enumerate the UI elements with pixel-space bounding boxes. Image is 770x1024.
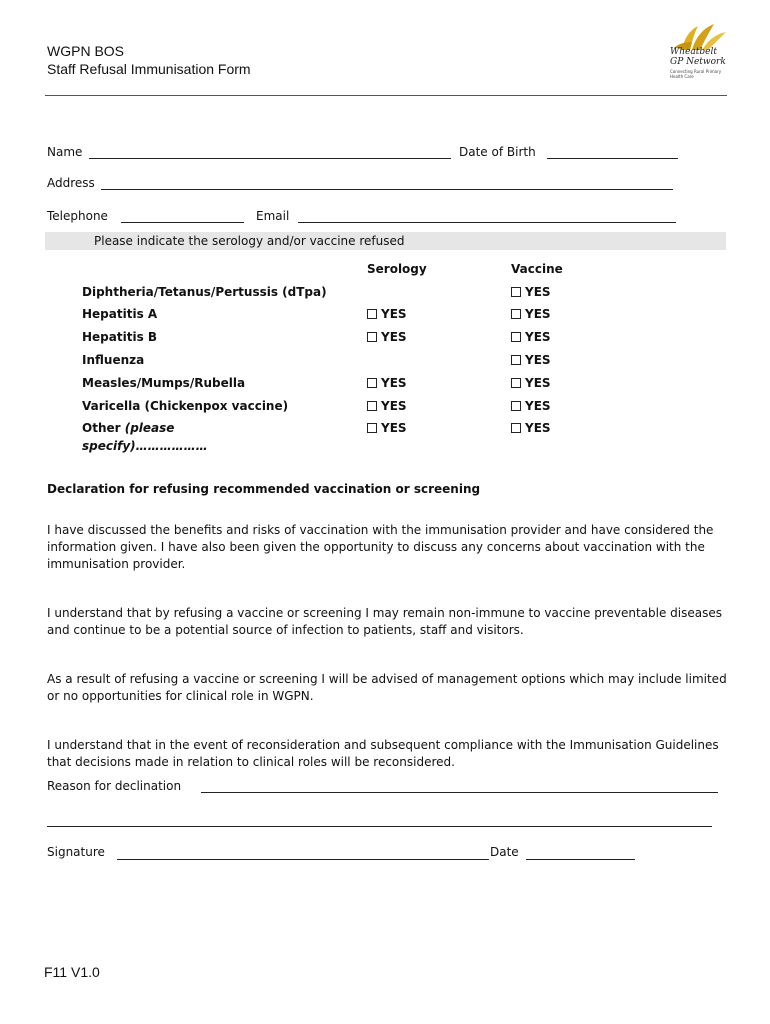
email-field[interactable] bbox=[298, 222, 676, 223]
serology-yes-checkbox[interactable]: YES bbox=[367, 376, 407, 390]
serology-yes-checkbox[interactable]: YES bbox=[367, 307, 407, 321]
vaccine-name: Diphtheria/Tetanus/Pertussis (dTpa) bbox=[82, 285, 327, 299]
checkbox-icon bbox=[511, 401, 521, 411]
col-vaccine: Vaccine bbox=[511, 262, 563, 276]
vaccine-yes-checkbox[interactable]: YES bbox=[511, 285, 551, 299]
vaccine-name: Hepatitis B bbox=[82, 330, 158, 344]
logo-text-line2: GP Network bbox=[670, 57, 726, 67]
checkbox-icon bbox=[367, 423, 377, 433]
declaration-paragraph-1: I have discussed the benefits and risks of vaccination with the immunisation provider and have considered the information given. I have also been given the opportunity to discuss any concerns about vaccination with the immunisation provider. bbox=[47, 523, 714, 571]
checkbox-icon bbox=[511, 287, 521, 297]
other-specify-field[interactable]: specify)……………… bbox=[82, 439, 208, 453]
date-label: Date bbox=[490, 845, 519, 859]
telephone-field[interactable] bbox=[121, 222, 244, 223]
reason-field-line2[interactable] bbox=[47, 826, 712, 827]
checkbox-icon bbox=[511, 332, 521, 342]
telephone-label: Telephone bbox=[47, 209, 108, 223]
serology-yes-checkbox[interactable]: YES bbox=[367, 421, 407, 435]
address-field[interactable] bbox=[101, 189, 673, 190]
email-label: Email bbox=[256, 209, 290, 223]
declaration-paragraph-2: I understand that by refusing a vaccine or screening I may remain non-immune to vaccine preventable diseases and continue to be a potential source of infection to patients, staff and visitors. bbox=[47, 606, 722, 637]
form-title: Staff Refusal Immunisation Form bbox=[47, 61, 251, 77]
vaccine-yes-checkbox[interactable]: YES bbox=[511, 421, 551, 435]
vaccine-name: Varicella (Chickenpox vaccine) bbox=[82, 399, 289, 413]
vaccine-name-other: Other (please bbox=[82, 421, 175, 435]
logo-text-line1: Wheatbelt bbox=[670, 47, 717, 57]
checkbox-icon bbox=[367, 401, 377, 411]
vaccine-yes-checkbox[interactable]: YES bbox=[511, 330, 551, 344]
checkbox-icon bbox=[511, 378, 521, 388]
col-serology: Serology bbox=[367, 262, 427, 276]
refusal-banner-text: Please indicate the serology and/or vaccine refused bbox=[94, 234, 405, 248]
declaration-heading: Declaration for refusing recommended vaccination or screening bbox=[47, 482, 481, 496]
vaccine-name: Measles/Mumps/Rubella bbox=[82, 376, 246, 390]
checkbox-icon bbox=[367, 309, 377, 319]
checkbox-icon bbox=[511, 309, 521, 319]
logo-tagline: Connecting Rural Primary Health Care bbox=[670, 69, 722, 79]
vaccine-name: Influenza bbox=[82, 353, 145, 367]
vaccine-yes-checkbox[interactable]: YES bbox=[511, 399, 551, 413]
header-divider bbox=[45, 95, 727, 96]
dob-label: Date of Birth bbox=[459, 145, 536, 159]
date-field[interactable] bbox=[526, 859, 635, 860]
dob-field[interactable] bbox=[547, 158, 678, 159]
name-field[interactable] bbox=[89, 158, 451, 159]
checkbox-icon bbox=[511, 355, 521, 365]
signature-field[interactable] bbox=[117, 859, 489, 860]
checkbox-icon bbox=[367, 378, 377, 388]
org-name: WGPN BOS bbox=[47, 43, 125, 59]
reason-field[interactable] bbox=[201, 792, 718, 793]
name-label: Name bbox=[47, 145, 83, 159]
vaccine-yes-checkbox[interactable]: YES bbox=[511, 307, 551, 321]
address-label: Address bbox=[47, 176, 95, 190]
checkbox-icon bbox=[367, 332, 377, 342]
form-version: F11 V1.0 bbox=[44, 964, 100, 980]
vaccine-yes-checkbox[interactable]: YES bbox=[511, 376, 551, 390]
signature-label: Signature bbox=[47, 845, 105, 859]
declaration-paragraph-3: As a result of refusing a vaccine or screening I will be advised of management options which may include limited or no opportunities for clinical role in WGPN. bbox=[47, 672, 727, 703]
wgpn-logo bbox=[664, 20, 734, 80]
serology-yes-checkbox[interactable]: YES bbox=[367, 330, 407, 344]
reason-label: Reason for declination bbox=[47, 779, 182, 793]
checkbox-icon bbox=[511, 423, 521, 433]
serology-yes-checkbox[interactable]: YES bbox=[367, 399, 407, 413]
vaccine-name: Hepatitis A bbox=[82, 307, 158, 321]
declaration-paragraph-4: I understand that in the event of reconsideration and subsequent compliance with the Immunisation Guidelines that decisions made in relation to clinical roles will be reconsidered. bbox=[47, 738, 719, 769]
vaccine-yes-checkbox[interactable]: YES bbox=[511, 353, 551, 367]
